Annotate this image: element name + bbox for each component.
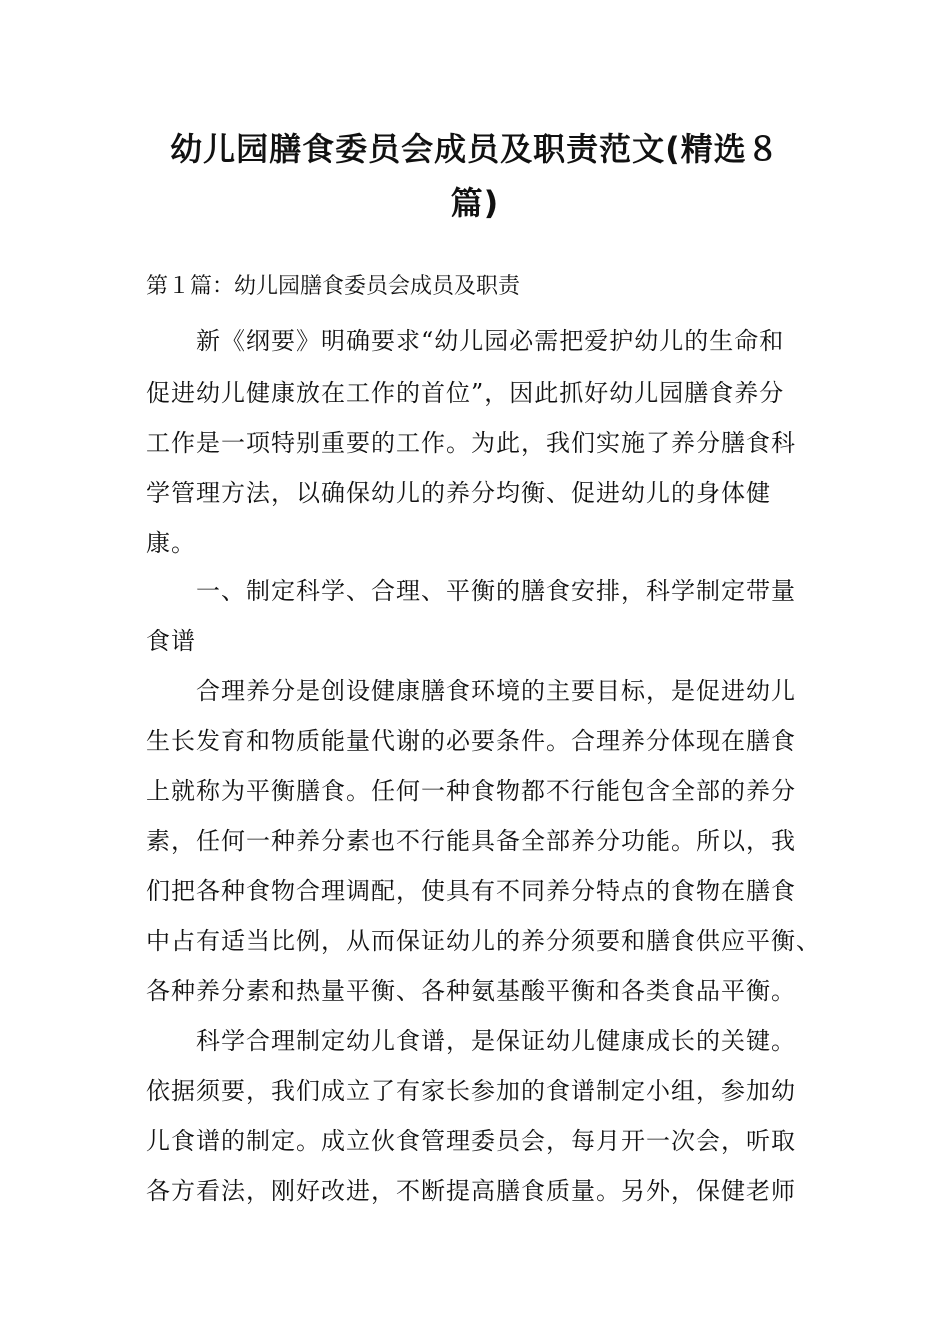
body-line: 中占有适当比例，从而保证幼儿的养分须要和膳食供应平衡、 [146,927,821,955]
body-line: 食谱 [146,627,196,655]
body-line: 新《纲要》明确要求“幼儿园必需把爱护幼儿的生命和 [196,327,785,355]
body-line: 素，任何一种养分素也不行能具备全部养分功能。所以，我 [146,827,796,855]
body-line: 上就称为平衡膳食。任何一种食物都不行能包含全部的养分 [146,777,796,805]
document-title [140,122,810,230]
section-heading: 第１篇：幼儿园膳食委员会成员及职责 [146,274,521,299]
body-line: 促进幼儿健康放在工作的首位”，因此抓好幼儿园膳食养分 [146,379,785,407]
body-line: 依据须要，我们成立了有家长参加的食谱制定小组，参加幼 [146,1077,796,1105]
body-line: 们把各种食物合理调配，使具有不同养分特点的食物在膳食 [146,877,796,905]
body-line: 一、制定科学、合理、平衡的膳食安排，科学制定带量 [196,577,796,605]
document-title-line-2: 篇) [450,184,500,222]
body-line: 合理养分是创设健康膳食环境的主要目标，是促进幼儿 [196,677,796,705]
body-line: 科学合理制定幼儿食谱，是保证幼儿健康成长的关键。 [196,1027,796,1055]
body-line: 生长发育和物质能量代谢的必要条件。合理养分体现在膳食 [146,727,796,755]
body-line: 康。 [146,529,196,557]
body-line: 各种养分素和热量平衡、各种氨基酸平衡和各类食品平衡。 [146,977,796,1005]
body-line: 工作是一项特别重要的工作。为此，我们实施了养分膳食科 [146,429,796,457]
document-title-line-1: 幼儿园膳食委员会成员及职责范文(精选８ [170,130,780,168]
body-line: 学管理方法，以确保幼儿的养分均衡、促进幼儿的身体健 [146,479,771,507]
body-line: 儿食谱的制定。成立伙食管理委员会，每月开一次会，听取 [146,1127,796,1155]
body-line: 各方看法，刚好改进，不断提高膳食质量。另外，保健老师 [146,1177,796,1205]
